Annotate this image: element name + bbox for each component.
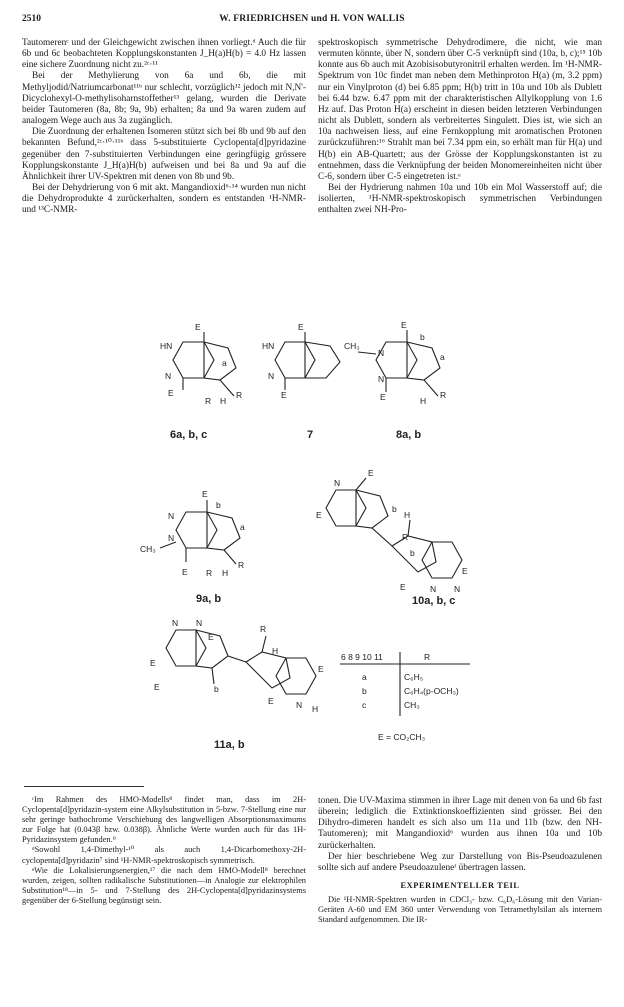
right-column-lower bbox=[318, 796, 602, 926]
footnote: ᵈSowohl 1,4-Dimethyl-¹⁰ als auch 1,4-Dicarbomethoxy-2H-cyclopenta[d]pyridazin⁷ sind ¹H-NMR-spektroskopisch symmetrisch. bbox=[22, 845, 306, 865]
footnote: ᵉWie die Lokalisierungsenergien,¹⁷ die nach dem HMO-Modell⁸ berechnet wurden, zeigen, sollten radikalische Substitutionen—in Analogie zur elektrophilen Substitution¹⁸—in 5- und 7-Stellung des 2H-Cyclopenta[d]pyridazinsystems gegenüber der 6-Stellung begünstigt sein. bbox=[22, 865, 306, 905]
svg-text:b: b bbox=[214, 684, 219, 694]
label-8: 8a, b bbox=[396, 429, 422, 441]
table-row-value: C₆H₄(p-OCH₃) bbox=[404, 686, 459, 696]
paragraph: Der hier beschriebene Weg zur Darstellung von Bis-Pseudoazulenen sollte sich auf andere Pseudoazuleneᶠ übertragen lassen. bbox=[318, 851, 602, 873]
label-7: 7 bbox=[307, 429, 314, 441]
paragraph: tonen. Die UV-Maxima stimmen in ihrer Lage mit denen von 6a und 6b fast überein; lediglich die Extinktionskoeffizienten sind grösser. Bei den Dihydro-dimeren handelt es sich also um 11a und 11b (bzw. den NH-Tautomeren); mit Mangandioxid⁶ wurden aus ihnen 10a und 10b zurückerhalten. bbox=[318, 796, 602, 851]
table-header-r: R bbox=[424, 652, 431, 662]
table-row-label: c bbox=[362, 700, 367, 710]
label-11: 11a, b bbox=[214, 739, 245, 751]
svg-text:E: E bbox=[150, 658, 156, 668]
svg-text:E: E bbox=[154, 682, 160, 692]
running-head: W. FRIEDRICHSEN und H. VON WALLIS bbox=[219, 14, 405, 24]
footnote-rule bbox=[24, 786, 144, 787]
footnote: ᶜIm Rahmen des HMO-Modells⁸ findet man, dass im 2H-Cyclopenta[d]pyridazin-system eine Alkylsubstitution in 5-bzw. 7-Stellung eine nur sehr geringe bathochrome Verschiebung des langwelligen Absorptionsmaximums zur Folge hat (0.043β bzw. 0.038β). Ähnliche Werte wurden auch für das 1H-Pyridazinsystem gefunden.⁹ bbox=[22, 795, 306, 845]
svg-text:b: b bbox=[420, 332, 425, 342]
svg-text:CH₃: CH₃ bbox=[140, 544, 156, 554]
page-number: 2510 bbox=[22, 14, 41, 24]
svg-text:N: N bbox=[165, 371, 172, 381]
svg-text:HN: HN bbox=[160, 341, 173, 351]
svg-text:a: a bbox=[240, 522, 245, 532]
svg-text:H: H bbox=[222, 568, 229, 578]
svg-text:E: E bbox=[316, 510, 322, 520]
label-6: 6a, b, c bbox=[170, 429, 208, 441]
paragraph: Die ¹H-NMR-Spektren wurden in CDCl₃- bzw. C₆D₆-Lösung mit den Varian-Geräten A-60 und EM 360 unter Verwendung von Tetramethylsilan als internem Standard aufgenommen. Die IR- bbox=[318, 895, 602, 925]
svg-text:E: E bbox=[168, 388, 174, 398]
svg-text:N: N bbox=[378, 374, 385, 384]
svg-text:N: N bbox=[168, 511, 175, 521]
svg-text:N: N bbox=[296, 700, 303, 710]
table-row-label: a bbox=[362, 672, 367, 682]
svg-text:R: R bbox=[236, 390, 243, 400]
svg-text:E: E bbox=[401, 320, 407, 330]
svg-text:H: H bbox=[272, 646, 279, 656]
structure-7 bbox=[275, 332, 340, 390]
svg-text:E: E bbox=[195, 322, 201, 332]
svg-text:CH₃: CH₃ bbox=[344, 341, 360, 351]
svg-text:H: H bbox=[220, 396, 227, 406]
paragraph: Tautomerenᶜ und der Gleichgewicht zwischen ihnen vorliegt.ᵈ Auch die für 6b und 6c beobachteten Kopplungskonstanten J_H(a)H(b) = 4.0 Hz lassen eine sichere Zuordnung nicht zu.²ᶜ·¹¹ bbox=[22, 38, 306, 71]
label-9: 9a, b bbox=[196, 593, 222, 605]
table-header-compounds: 6 8 9 10 11 bbox=[341, 652, 383, 662]
svg-text:E: E bbox=[368, 468, 374, 478]
svg-text:R: R bbox=[205, 396, 212, 406]
paragraph: Bei der Hydrierung nahmen 10a und 10b ein Mol Wasserstoff auf; die isolierten, ¹H-NMR-spektroskopisch symmetrischen Verbindungen enthalten zwei NH-Pro- bbox=[318, 183, 602, 216]
paragraph: Bei der Dehydrierung von 6 mit akt. Mangandioxid⁶·¹⁴ wurden nun nicht die Dehydroprodukte 4 zurückerhalten, sondern es entstanden ¹H-NMR- und ¹³C-NMR- bbox=[22, 183, 306, 216]
svg-text:R: R bbox=[206, 568, 213, 578]
svg-text:H: H bbox=[404, 510, 411, 520]
paragraph: Bei der Methylierung von 6a und 6b, die mit Methyljodid/Natriumcarbonat¹¹ᵇ nur schlecht, vorzüglich¹² jedoch mit N,N'-Dicyclohexyl-O-methylisoharnstoffether¹³ gelang, wurden die Derivate beider Tautomeren (8a, 8b; 9a, 9b) erhalten; 8a und 9a waren zudem auf analogem Wege auch aus 3a zugänglich. bbox=[22, 71, 306, 127]
svg-text:E: E bbox=[400, 582, 406, 592]
paragraph: spektroskopisch symmetrische Dehydrodimere, die nicht, wie man vermuten könnte, über N, sondern über C-5 verknüpft sind (10a, b, c);¹⁵ 10b konnte aus 6b auch mit Azobisisobutyronitril erhalten werden. Im ¹H-NMR-Spektrum von 10c findet man neben dem Methinproton H(a) (m, 3.2 ppm) nur ein Vinylproton (d) bei 6.85 ppm; H(b) tritt in 10a und 10b als Dublett bei 6.44 bzw. 6.47 ppm mit der charakteristischen Allylkopplung von 1.6 Hz auf. Das Proton H(a) erscheint in diesen beiden letzteren Verbindungen nicht als Dublett, sondern als verbreitertes Singulett. Dies ist, wie sich an 10a nachweisen liess, auf eine Fernkopplung mit aromatischen Protonen zurückzuführen:¹⁶ Strahlt man bei 7.34 ppm ein, so erhält man für H(a) und H(b) ein AB-Quartett; aus der Grösse der Kopplungskonstanten ist zu entnehmen, dass die Verknüpfung der beiden Monomereinheiten nicht über C-6, sondern über C-5 eingetreten ist.ᵉ bbox=[318, 38, 602, 182]
table-row-value: C₆H₅ bbox=[404, 672, 424, 682]
svg-text:N: N bbox=[454, 584, 461, 594]
svg-text:b: b bbox=[410, 548, 415, 558]
svg-text:N: N bbox=[268, 371, 275, 381]
paragraph: Die Zuordnung der erhaltenen Isomeren stützt sich bei 8b und 9b auf den bekannten Befund,²ᶜ·¹⁰·¹¹ᵇ dass 5-substituierte Cyclopenta[d]pyridazine gegenüber den 7-substituierten Verbindungen eine geringfügig grössere Kopplungskonstante J_H(a)H(b) aufweisen und bei 8a und 9a auf die Ähnlichkeit ihrer UV-Spektren mit denen von 8b und 9b. bbox=[22, 127, 306, 182]
structure-8 bbox=[358, 330, 440, 396]
table-note: E = CO₂CH₃ bbox=[378, 732, 426, 742]
svg-text:E: E bbox=[182, 567, 188, 577]
svg-text:H: H bbox=[420, 396, 427, 406]
svg-text:R: R bbox=[402, 532, 409, 542]
label-10: 10a, b, c bbox=[412, 595, 456, 607]
svg-text:a: a bbox=[440, 352, 445, 362]
svg-text:HN: HN bbox=[262, 341, 275, 351]
svg-text:E: E bbox=[380, 392, 386, 402]
structure-11 bbox=[166, 630, 316, 694]
svg-text:b: b bbox=[216, 500, 221, 510]
svg-text:E: E bbox=[208, 632, 214, 642]
svg-text:E: E bbox=[202, 489, 208, 499]
svg-text:R: R bbox=[238, 560, 245, 570]
svg-text:N: N bbox=[196, 618, 203, 628]
svg-text:H: H bbox=[312, 704, 319, 714]
svg-text:a: a bbox=[222, 358, 227, 368]
svg-text:N: N bbox=[430, 584, 437, 594]
svg-text:E: E bbox=[268, 696, 274, 706]
svg-text:R: R bbox=[440, 390, 447, 400]
svg-text:R: R bbox=[260, 624, 267, 634]
svg-text:b: b bbox=[392, 504, 397, 514]
svg-text:E: E bbox=[462, 566, 468, 576]
svg-text:E: E bbox=[298, 322, 304, 332]
table-row-label: b bbox=[362, 686, 367, 696]
svg-text:N: N bbox=[168, 533, 175, 543]
structure-9 bbox=[160, 500, 240, 564]
svg-text:N: N bbox=[172, 618, 179, 628]
table-row-value: CH₃ bbox=[404, 700, 420, 710]
svg-text:N: N bbox=[378, 348, 385, 358]
svg-text:N: N bbox=[334, 478, 341, 488]
section-title: EXPERIMENTELLER TEIL bbox=[400, 881, 520, 891]
svg-text:E: E bbox=[318, 664, 324, 674]
structure-10 bbox=[326, 478, 462, 578]
svg-text:E: E bbox=[281, 390, 287, 400]
footnotes bbox=[22, 795, 306, 906]
